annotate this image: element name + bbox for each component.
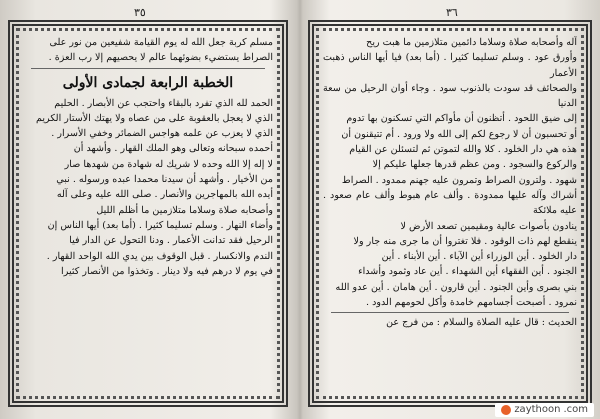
text-line: والركوع والسجود . ومن عظم قدرها جعلها عليكم إلا	[372, 159, 577, 171]
text-line: ينقطع لهم ذات الوقود . فلا تغتروا أن ما جرى منه جار ولا	[353, 235, 577, 247]
divider	[331, 312, 569, 313]
text-line: الحديث : قال عليه الصلاة والسلام : من فرج عن	[386, 317, 577, 329]
divider	[31, 68, 265, 69]
text-line: وأضاء النهار . وسلم تسليما كثيرا . (أما بعد) أيها الناس إن	[47, 219, 273, 231]
text-line: في يوم لا درهم فيه ولا دينار . وتخذوا من الأنصار كثيرا	[61, 265, 273, 277]
page-number: ٣٦	[446, 6, 458, 19]
text-line: إلى ضيق اللحود . أتظنون أن مأواكم التي تسكنون بها تدوم	[346, 113, 577, 125]
text-line: دار الخلود . أين الوزراء أين الآباء . أين الأبناء . أين	[381, 251, 577, 263]
text-line: أيده الله بالمهاجرين والأنصار . صلى الله عليه وعلى آله	[56, 189, 273, 201]
text-line: أحمده سبحانه وتعالى وهو الملك القهار . وأشهد أن	[73, 143, 273, 155]
text-line: الحمد لله الذي تفرد بالبقاء واحتجب عن الأبصار . الحليم	[54, 97, 273, 109]
text-line: ينادون بأصوات عالية ومقيمين تصعد الأرض لا	[400, 220, 577, 232]
text-line: نمرود . أصبحت أجسامهم خامدة وأكل لحومهم الدود .	[366, 297, 577, 309]
right-page	[306, 6, 594, 411]
page-number: ٣٥	[134, 6, 146, 19]
text-line: بني بصرى وأين الجنود . أين قارون . أين هامان . أين عدو الله	[335, 281, 577, 293]
text-line: آله وأصحابه صلاة وسلاما دائمين متلازمين ما هبت ريح	[366, 37, 577, 48]
text-line: شهود . ولترون الصراط وتمرون عليه جهنم ممدود . الصراط	[341, 174, 577, 186]
sermon-heading: الخطبة الرابعة لجمادى الأولى	[62, 74, 234, 91]
text-line: الذي لا يعزب عن علمه هواجس الضمائر وخفي الأسرار .	[51, 128, 273, 140]
page-text	[323, 35, 577, 392]
text-line: الجنود . أين الفقهاء أين الشهداء . أين عاد وثمود وأشداء	[358, 266, 577, 278]
logo-domain: .com	[563, 404, 588, 415]
watermark-logo	[495, 403, 594, 417]
text-line: وأورق عود . وسلم تسليما كثيرا . (أما بعد) فيا أيها الناس ذهبت الأعمار	[323, 52, 577, 79]
text-line: مسلم كربة جعل الله له يوم القيامة شفيعين من نور على	[49, 37, 273, 48]
text-line: أو تحسبون أن لا رجوع لكم إلى الله ولا ورود . أم تتيقنون أن	[341, 128, 577, 140]
text-line: هذه هي دار الخلود . كلا والله لتموتن ثم لتسئلن عن القيام	[349, 144, 577, 156]
ornamental-frame	[308, 20, 592, 407]
text-line: وأصحابه صلاة وسلاما متلازمين ما أظلم الليل	[96, 204, 273, 216]
left-page	[6, 6, 290, 411]
text-line: من الأخيار . وأشهد أن سيدنا محمدا عبده ورسوله . نبي	[56, 174, 273, 186]
ornamental-frame	[8, 20, 288, 407]
logo-mark-icon	[501, 405, 511, 415]
logo-brand: zaythoon	[514, 404, 561, 415]
page-text	[23, 35, 273, 392]
text-line: الندم والانكسار . قبل الوقوف بين يدي الله الواحد القهار .	[46, 250, 273, 262]
text-line: والصحائف قد سودت بالذنوب سود . وجاء أوان الرحيل من سعة الدنيا	[323, 82, 577, 110]
text-line: الصراط يستضيء بضوئهما عالم لا يحصيهم إلا رب العزة .	[48, 52, 273, 64]
text-line: الذي لا يعجل بالعقوبة على من عصاه ولا يهتك الأستار الكريم	[36, 112, 273, 124]
text-line: لا إله إلا الله وحده لا شريك له شهادة من شهدها صار	[64, 158, 273, 170]
text-line: الرحيل فقد تدانت الأعمار . ودنا التحول عن الدار فيا	[69, 235, 273, 247]
text-line: أشراك وآله عليها ممدودة . وألف عام هبوط وألف عام صعود . عليه ملائكة	[323, 189, 577, 217]
